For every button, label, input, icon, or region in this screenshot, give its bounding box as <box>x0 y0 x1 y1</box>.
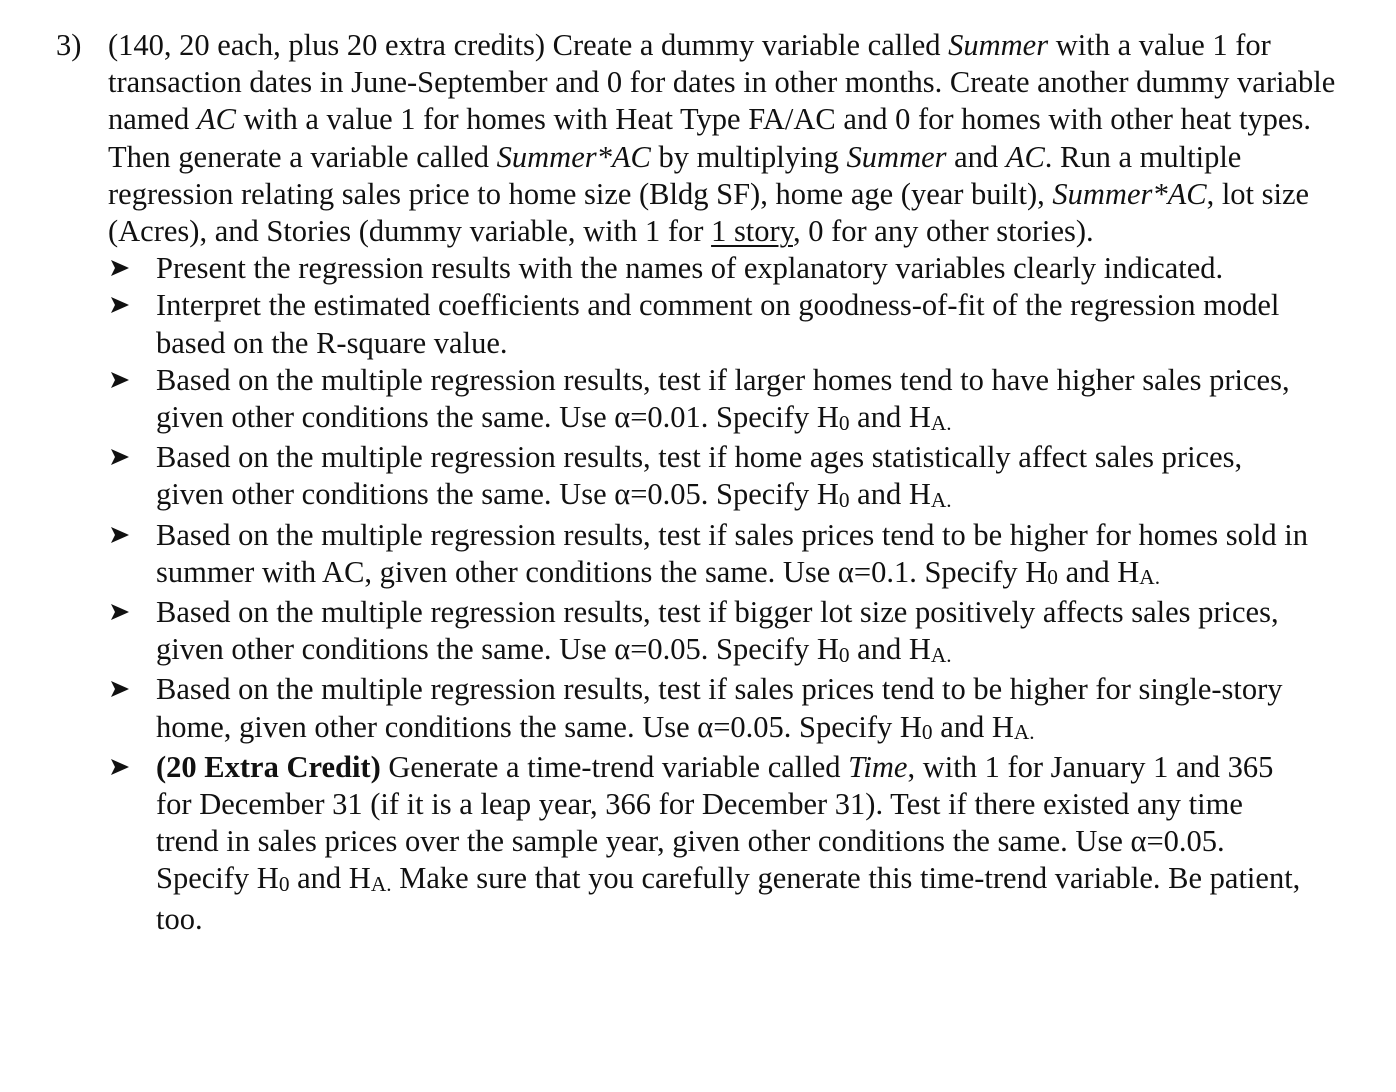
var-summer-ac: Summer*AC <box>496 139 651 174</box>
subscript: A. <box>930 487 952 512</box>
question-number: 3) <box>56 28 82 62</box>
arrow-bullet-icon <box>108 250 134 287</box>
subscript: 0 <box>838 410 850 435</box>
arrow-bullet-icon <box>108 749 134 786</box>
task-text: Based on the multiple regression results, test if home ages statistically affect sales prices, given other conditions the same. Use α=0.05. Specify H <box>156 440 1243 512</box>
question-3 <box>56 27 1346 938</box>
arrow-bullet-icon <box>108 671 134 708</box>
intro-text: . Run a multiple regression relating sales price to home size (Bldg SF), home age (year built), <box>108 139 1242 211</box>
intro-text: by multiplying <box>650 139 847 174</box>
arrow-bullet-icon <box>108 594 134 631</box>
intro-text: , lot size (Acres), and Stories (dummy variable, with 1 for <box>108 176 1310 249</box>
task-text: Based on the multiple regression results, test if larger homes tend to have higher sales prices, given other conditions the same. Use α=0.01. Specify H <box>156 362 1290 435</box>
var-ac: AC <box>1005 139 1045 174</box>
intro-text: with a value 1 for homes with Heat Type FA/AC and 0 for homes with other heat types. Then generate a variable called <box>108 102 1311 174</box>
task-text: Interpret the estimated coefficients and comment on goodness-of-fit of the regression model based on the R-square value. <box>156 288 1280 360</box>
intro-text: with a value 1 for transaction dates in June-September and 0 for dates in other months. Create another dummy variable named <box>108 28 1336 137</box>
subscript: 0 <box>278 872 290 897</box>
task-item <box>108 287 1308 361</box>
var-summer: Summer <box>948 28 1049 62</box>
task-text: and H <box>289 861 371 896</box>
subscript: 0 <box>921 720 933 745</box>
subscript: A. <box>1139 565 1161 590</box>
subscript: A. <box>1013 720 1035 745</box>
task-text: and H <box>849 632 931 667</box>
task-text: and H <box>849 477 931 512</box>
task-text: Generate a time-trend variable called <box>380 749 849 784</box>
underlined-text: 1 story <box>711 214 793 249</box>
task-item-extra-credit <box>108 749 1308 938</box>
task-text: Based on the multiple regression results, test if bigger lot size positively affects sales prices, given other conditions the same. Use α=0.05. Specify H <box>156 595 1279 667</box>
task-text: Present the regression results with the names of explanatory variables clearly indicated. <box>156 251 1224 286</box>
var-ac: AC <box>196 102 236 137</box>
subscript: A. <box>370 872 392 897</box>
task-text: and H <box>849 400 931 435</box>
var-summer-ac: Summer*AC <box>1052 176 1207 211</box>
arrow-bullet-icon <box>108 287 134 324</box>
intro-text: (140, 20 each, plus 20 extra credits) Create a dummy variable called <box>108 28 949 62</box>
task-item <box>108 250 1308 287</box>
task-item <box>108 517 1308 594</box>
subscript: 0 <box>838 487 850 512</box>
task-text: , with 1 for January 1 and 365 for December 31 (if it is a leap year, 366 for December 31). Test if there existed any time trend in sales prices over the sample year, given other conditions the same. Use α=0.05. Specify H <box>156 749 1274 896</box>
var-summer: Summer <box>846 139 947 174</box>
task-item <box>108 671 1308 748</box>
question-intro <box>108 27 1338 250</box>
var-time: Time <box>848 749 908 784</box>
subscript: 0 <box>1047 565 1058 590</box>
task-text: and H <box>1057 554 1140 589</box>
intro-text: and <box>946 139 1006 174</box>
subscript: A. <box>930 642 952 667</box>
subscript: 0 <box>838 642 850 667</box>
task-list <box>108 250 1308 938</box>
task-item <box>108 362 1308 439</box>
subscript: A. <box>930 410 952 435</box>
task-item <box>108 439 1308 516</box>
task-text: Based on the multiple regression results, test if sales prices tend to be higher for single-story home, given other conditions the same. Use α=0.05. Specify H <box>156 672 1283 744</box>
arrow-bullet-icon <box>108 517 134 554</box>
arrow-bullet-icon <box>108 362 134 399</box>
arrow-bullet-icon <box>108 439 134 476</box>
task-text: and H <box>932 709 1014 744</box>
extra-credit-label: (20 Extra Credit) <box>156 749 381 784</box>
task-text: Make sure that you carefully generate this time-trend variable. Be patient, too. <box>156 861 1301 936</box>
task-item <box>108 594 1308 671</box>
task-text: Based on the multiple regression results, test if sales prices tend to be higher for homes sold in summer with AC, given other conditions the same. Use α=0.1. Specify H <box>156 517 1308 589</box>
intro-text: , 0 for any other stories). <box>792 214 1094 249</box>
